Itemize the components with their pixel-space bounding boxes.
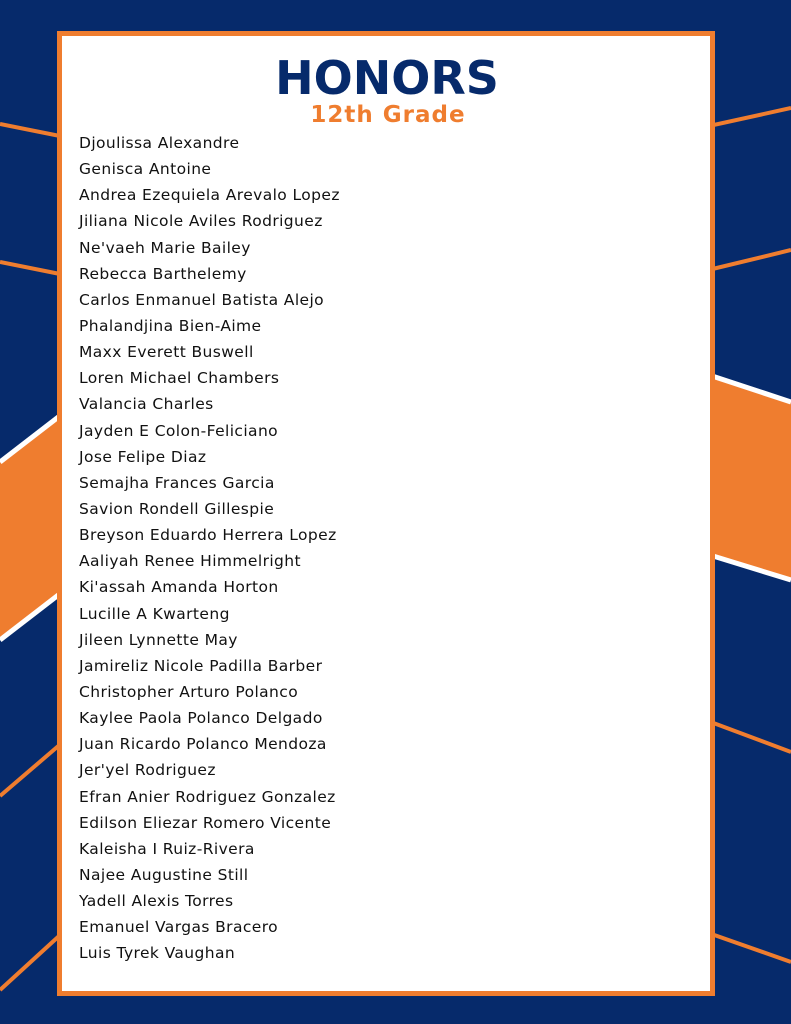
student-name: Najee Augustine Still — [79, 865, 249, 884]
grade-subtitle: 12th Grade — [310, 102, 466, 128]
student-name: Jiliana Nicole Aviles Rodriguez — [79, 212, 323, 231]
student-name: Lucille A Kwarteng — [79, 604, 230, 623]
student-name: Efran Anier Rodriguez Gonzalez — [79, 787, 336, 806]
student-name: Loren Michael Chambers — [79, 369, 280, 388]
student-name: Luis Tyrek Vaughan — [79, 944, 236, 963]
student-name: Phalandjina Bien-Aime — [79, 316, 262, 335]
honors-name-list — [79, 130, 340, 967]
student-name: Edilson Eliezar Romero Vicente — [79, 813, 332, 832]
student-name: Ki'assah Amanda Horton — [79, 578, 279, 597]
student-name: Ne'vaeh Marie Bailey — [79, 238, 251, 257]
student-name: Jileen Lynnette May — [79, 630, 238, 649]
student-name: Jamireliz Nicole Padilla Barber — [79, 656, 323, 675]
student-name: Kaleisha I Ruiz-Rivera — [79, 839, 255, 858]
student-name: Breyson Eduardo Herrera Lopez — [79, 526, 337, 545]
page-title: HONORS — [275, 51, 499, 105]
student-name: Carlos Enmanuel Batista Alejo — [79, 290, 325, 309]
student-name: Valancia Charles — [79, 395, 214, 414]
student-name: Jer'yel Rodriguez — [79, 761, 216, 780]
student-name: Christopher Arturo Polanco — [79, 682, 299, 701]
student-name: Emanuel Vargas Bracero — [79, 918, 279, 937]
honors-card — [57, 31, 715, 996]
student-name: Genisca Antoine — [79, 160, 212, 179]
student-name: Maxx Everett Buswell — [79, 343, 254, 362]
student-name: Yadell Alexis Torres — [79, 892, 234, 911]
student-name: Semajha Frances Garcia — [79, 473, 275, 492]
student-name: Rebecca Barthelemy — [79, 264, 247, 283]
student-name: Jose Felipe Diaz — [79, 447, 207, 466]
student-name: Aaliyah Renee Himmelright — [79, 552, 301, 571]
student-name: Juan Ricardo Polanco Mendoza — [79, 735, 327, 754]
student-name: Andrea Ezequiela Arevalo Lopez — [79, 186, 340, 205]
student-name: Jayden E Colon-Feliciano — [79, 421, 279, 440]
student-name: Djoulissa Alexandre — [79, 134, 240, 152]
student-name: Kaylee Paola Polanco Delgado — [79, 709, 323, 728]
student-name: Savion Rondell Gillespie — [79, 499, 275, 518]
